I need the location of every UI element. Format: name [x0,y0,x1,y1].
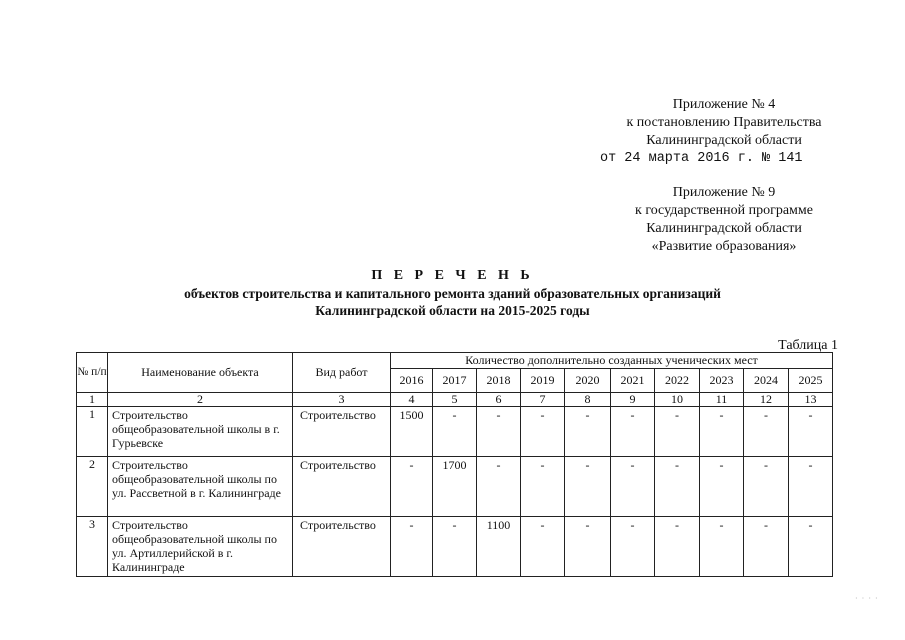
places-value: - [655,407,700,457]
places-value: - [433,407,477,457]
column-index: 4 [391,393,433,407]
places-value: 1100 [477,517,521,577]
column-index: 9 [611,393,655,407]
appendix-4-line3: Калининградской области [646,133,802,148]
places-value: - [655,517,700,577]
table-row [77,457,833,517]
places-value: - [611,517,655,577]
places-value: - [700,457,744,517]
row-number: 2 [77,457,108,517]
header-num: № п/п [77,353,108,393]
table-label: Таблица 1 [778,338,838,353]
places-value: - [700,517,744,577]
appendix-4-title: Приложение № 4 [672,97,776,112]
header-places: Количество дополнительно созданных ученических мест [391,353,833,369]
year-header: 2018 [477,369,521,393]
appendix-4-block [594,96,854,168]
places-value: - [521,517,565,577]
places-value: - [744,457,789,517]
places-value: - [700,407,744,457]
column-index: 10 [655,393,700,407]
column-index: 3 [293,393,391,407]
appendix-4-line2: к постановлению Правительства [626,115,822,130]
column-index: 5 [433,393,477,407]
places-value: - [611,407,655,457]
places-value: - [611,457,655,517]
year-header: 2024 [744,369,789,393]
places-value: - [744,517,789,577]
work-type: Строительство [293,457,391,517]
column-index: 2 [108,393,293,407]
appendix-9-block [594,184,854,256]
objects-table [76,352,833,577]
appendix-4-date: от 24 марта 2016 г. № 141 [600,151,803,166]
places-value: - [789,457,833,517]
column-index: 12 [744,393,789,407]
places-value: - [565,457,611,517]
year-header: 2022 [655,369,700,393]
places-value: - [391,457,433,517]
places-value: - [565,407,611,457]
year-header: 2017 [433,369,477,393]
column-index: 6 [477,393,521,407]
year-header: 2023 [700,369,744,393]
document-title: П Е Р Е Ч Е Н Ь [371,268,534,283]
work-type: Строительство [293,407,391,457]
places-value: - [391,517,433,577]
places-value: 1700 [433,457,477,517]
places-value: - [477,457,521,517]
appendix-9-line2: к государственной программе [635,203,813,218]
table-row [77,517,833,577]
places-value: - [565,517,611,577]
year-header: 2019 [521,369,565,393]
appendix-9-title: Приложение № 9 [672,185,776,200]
object-name: Строительство общеобразовательной школы по ул. Артиллерийской в г. Калининграде [108,517,293,577]
appendix-9-line3: Калининградской области [646,221,802,236]
object-name: Строительство общеобразовательной школы по ул. Рассветной в г. Калининграде [108,457,293,517]
column-index: 13 [789,393,833,407]
header-name: Наименование объекта [108,353,293,393]
work-type: Строительство [293,517,391,577]
places-value: 1500 [391,407,433,457]
object-name: Строительство общеобразовательной школы в г. Гурьевске [108,407,293,457]
places-value: - [521,407,565,457]
page-edge-mark: · · · · [855,594,879,603]
year-header: 2021 [611,369,655,393]
year-header: 2016 [391,369,433,393]
places-value: - [477,407,521,457]
year-header: 2025 [789,369,833,393]
places-value: - [655,457,700,517]
places-value: - [521,457,565,517]
column-index: 11 [700,393,744,407]
document-subtitle-1: объектов строительства и капитального ремонта зданий образовательных организаций [184,286,721,301]
places-value: - [744,407,789,457]
header-work: Вид работ [293,353,391,393]
table-row [77,407,833,457]
row-number: 3 [77,517,108,577]
appendix-9-program: «Развитие образования» [651,239,797,254]
places-value: - [789,517,833,577]
places-value: - [789,407,833,457]
row-number: 1 [77,407,108,457]
document-subtitle-2: Калининградской области на 2015-2025 годы [315,303,590,318]
column-index: 1 [77,393,108,407]
column-index: 8 [565,393,611,407]
places-value: - [433,517,477,577]
column-index: 7 [521,393,565,407]
year-header: 2020 [565,369,611,393]
